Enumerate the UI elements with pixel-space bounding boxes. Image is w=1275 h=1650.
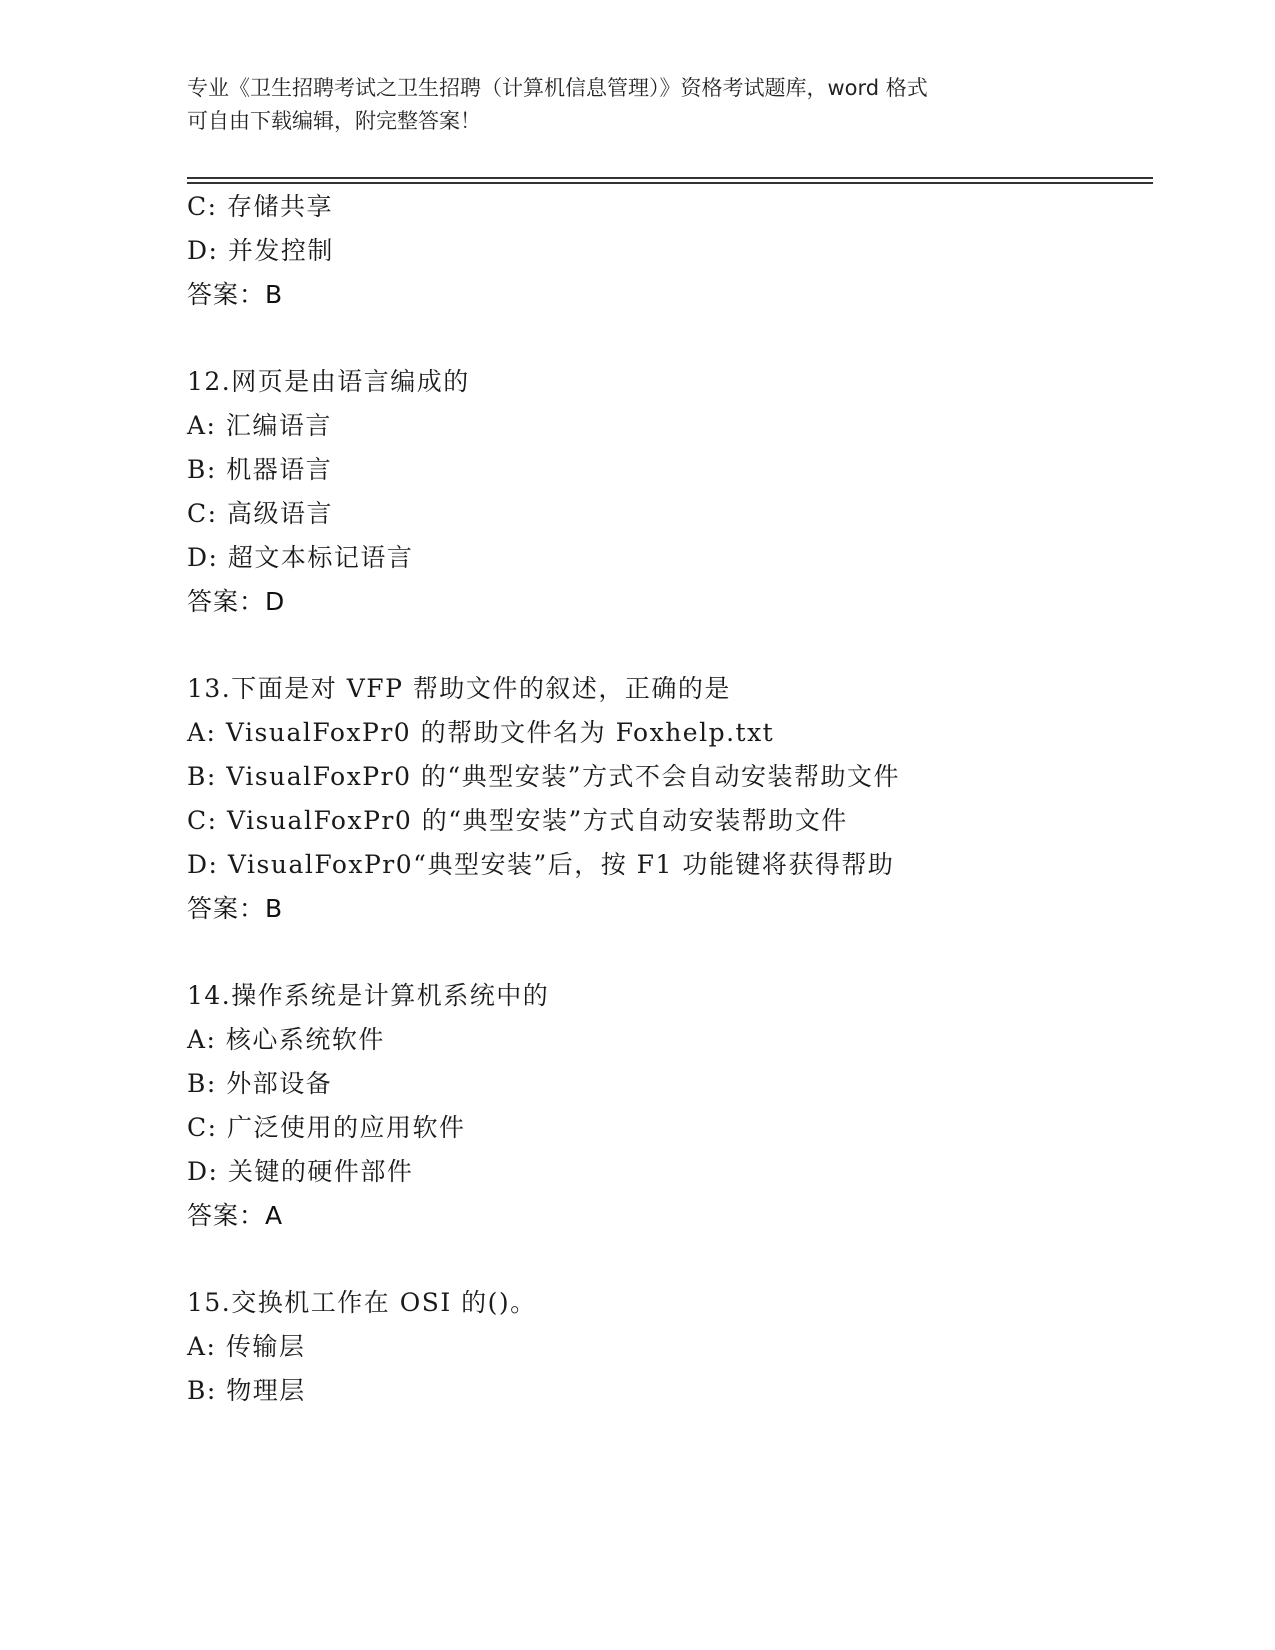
option-d: D: VisualFoxPr0“典型安装”后，按 F1 功能键将获得帮助	[187, 850, 895, 879]
option-b: B: 机器语言	[187, 455, 333, 484]
option-b: B: 物理层	[187, 1376, 306, 1405]
option-c: C: 高级语言	[187, 499, 333, 528]
option-a: A: 核心系统软件	[187, 1025, 385, 1054]
option-b: B: VisualFoxPr0 的“典型安装”方式不会自动安装帮助文件	[187, 762, 900, 791]
option-c: C: VisualFoxPr0 的“典型安装”方式自动安装帮助文件	[187, 806, 848, 835]
question-title: 12.网页是由语言编成的	[187, 367, 470, 396]
header-divider-top	[187, 177, 1153, 179]
option-d: D: 并发控制	[187, 236, 334, 265]
header-divider-bottom	[187, 182, 1153, 184]
option-d: D: 关键的硬件部件	[187, 1157, 414, 1186]
option-d: D: 超文本标记语言	[187, 543, 414, 572]
option-a: A: VisualFoxPr0 的帮助文件名为 Foxhelp.txt	[187, 718, 775, 747]
option-a: A: 传输层	[187, 1332, 306, 1361]
option-a: A: 汇编语言	[187, 411, 332, 440]
header-line-2: 可自由下载编辑，附完整答案！	[187, 109, 481, 133]
option-b: B: 外部设备	[187, 1069, 333, 1098]
option-c: C: 广泛使用的应用软件	[187, 1113, 466, 1142]
answer: 答案：B	[187, 280, 284, 309]
document-header	[187, 72, 1087, 138]
option-c: C: 存储共享	[187, 192, 333, 221]
header-line-1: 专业《卫生招聘考试之卫生招聘（计算机信息管理）》资格考试题库，word 格式	[187, 76, 928, 100]
question-title: 13.下面是对 VFP 帮助文件的叙述，正确的是	[187, 674, 731, 703]
answer: 答案：A	[187, 1201, 284, 1230]
question-title: 15.交换机工作在 OSI 的()。	[187, 1288, 537, 1317]
answer: 答案：B	[187, 894, 284, 923]
question-title: 14.操作系统是计算机系统中的	[187, 981, 550, 1010]
answer: 答案：D	[187, 587, 286, 616]
